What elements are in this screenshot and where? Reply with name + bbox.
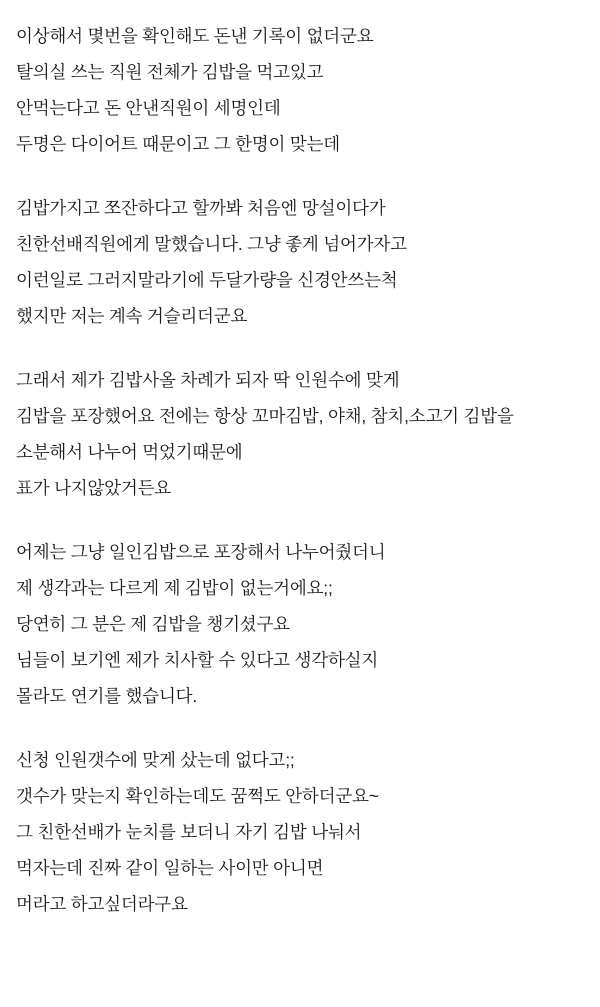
text-line: 제 생각과는 다르게 제 김밥이 없는거에요;; [16,578,333,598]
paragraph-4 [16,534,584,714]
paragraph-5 [16,742,584,922]
text-line: 신청 인원갯수에 맞게 샀는데 없다고;; [16,750,295,770]
text-line: 머라고 하고싶더라구요 [16,894,188,914]
text-line: 어제는 그냥 일인김밥으로 포장해서 나누어줬더니 [16,542,386,562]
text-line: 이런일로 그러지말라기에 두달가량을 신경안쓰는척 [16,270,398,290]
text-line: 님들이 보기엔 제가 치사할 수 있다고 생각하실지 [16,650,379,670]
text-line: 김밥을 포장했어요 전에는 항상 꼬마김밥, 야채, 참치,소고기 김밥을 [16,406,514,426]
text-line: 탈의실 쓰는 직원 전체가 김밥을 먹고있고 [16,62,324,82]
text-line: 안먹는다고 돈 안낸직원이 세명인데 [16,98,281,118]
text-line: 갯수가 맞는지 확인하는데도 꿈쩍도 안하더군요~ [16,786,379,806]
text-line: 친한선배직원에게 말했습니다. 그냥 좋게 넘어가자고 [16,234,407,254]
paragraph-2 [16,190,584,334]
text-line: 했지만 저는 계속 거슬리더군요 [16,306,248,326]
text-line: 먹자는데 진짜 같이 일하는 사이만 아니면 [16,858,324,878]
paragraph-1 [16,18,584,162]
text-line: 당연히 그 분은 제 김밥을 챙기셨구요 [16,614,290,634]
text-line: 이상해서 몇번을 확인해도 돈낸 기록이 없더군요 [16,26,374,46]
text-line: 그 친한선배가 눈치를 보더니 자기 김밥 나눠서 [16,822,362,842]
text-line: 그래서 제가 김밥사올 차례가 되자 딱 인원수에 맞게 [16,370,400,390]
paragraph-3 [16,362,584,506]
text-line: 두명은 다이어트 때문이고 그 한명이 맞는데 [16,134,340,154]
text-line: 몰라도 연기를 했습니다. [16,686,198,706]
text-line: 소분해서 나누어 먹었기때문에 [16,442,243,462]
text-line: 김밥가지고 쪼잔하다고 할까봐 처음엔 망설이다가 [16,198,386,218]
text-line: 표가 나지않았거든요 [16,478,172,498]
